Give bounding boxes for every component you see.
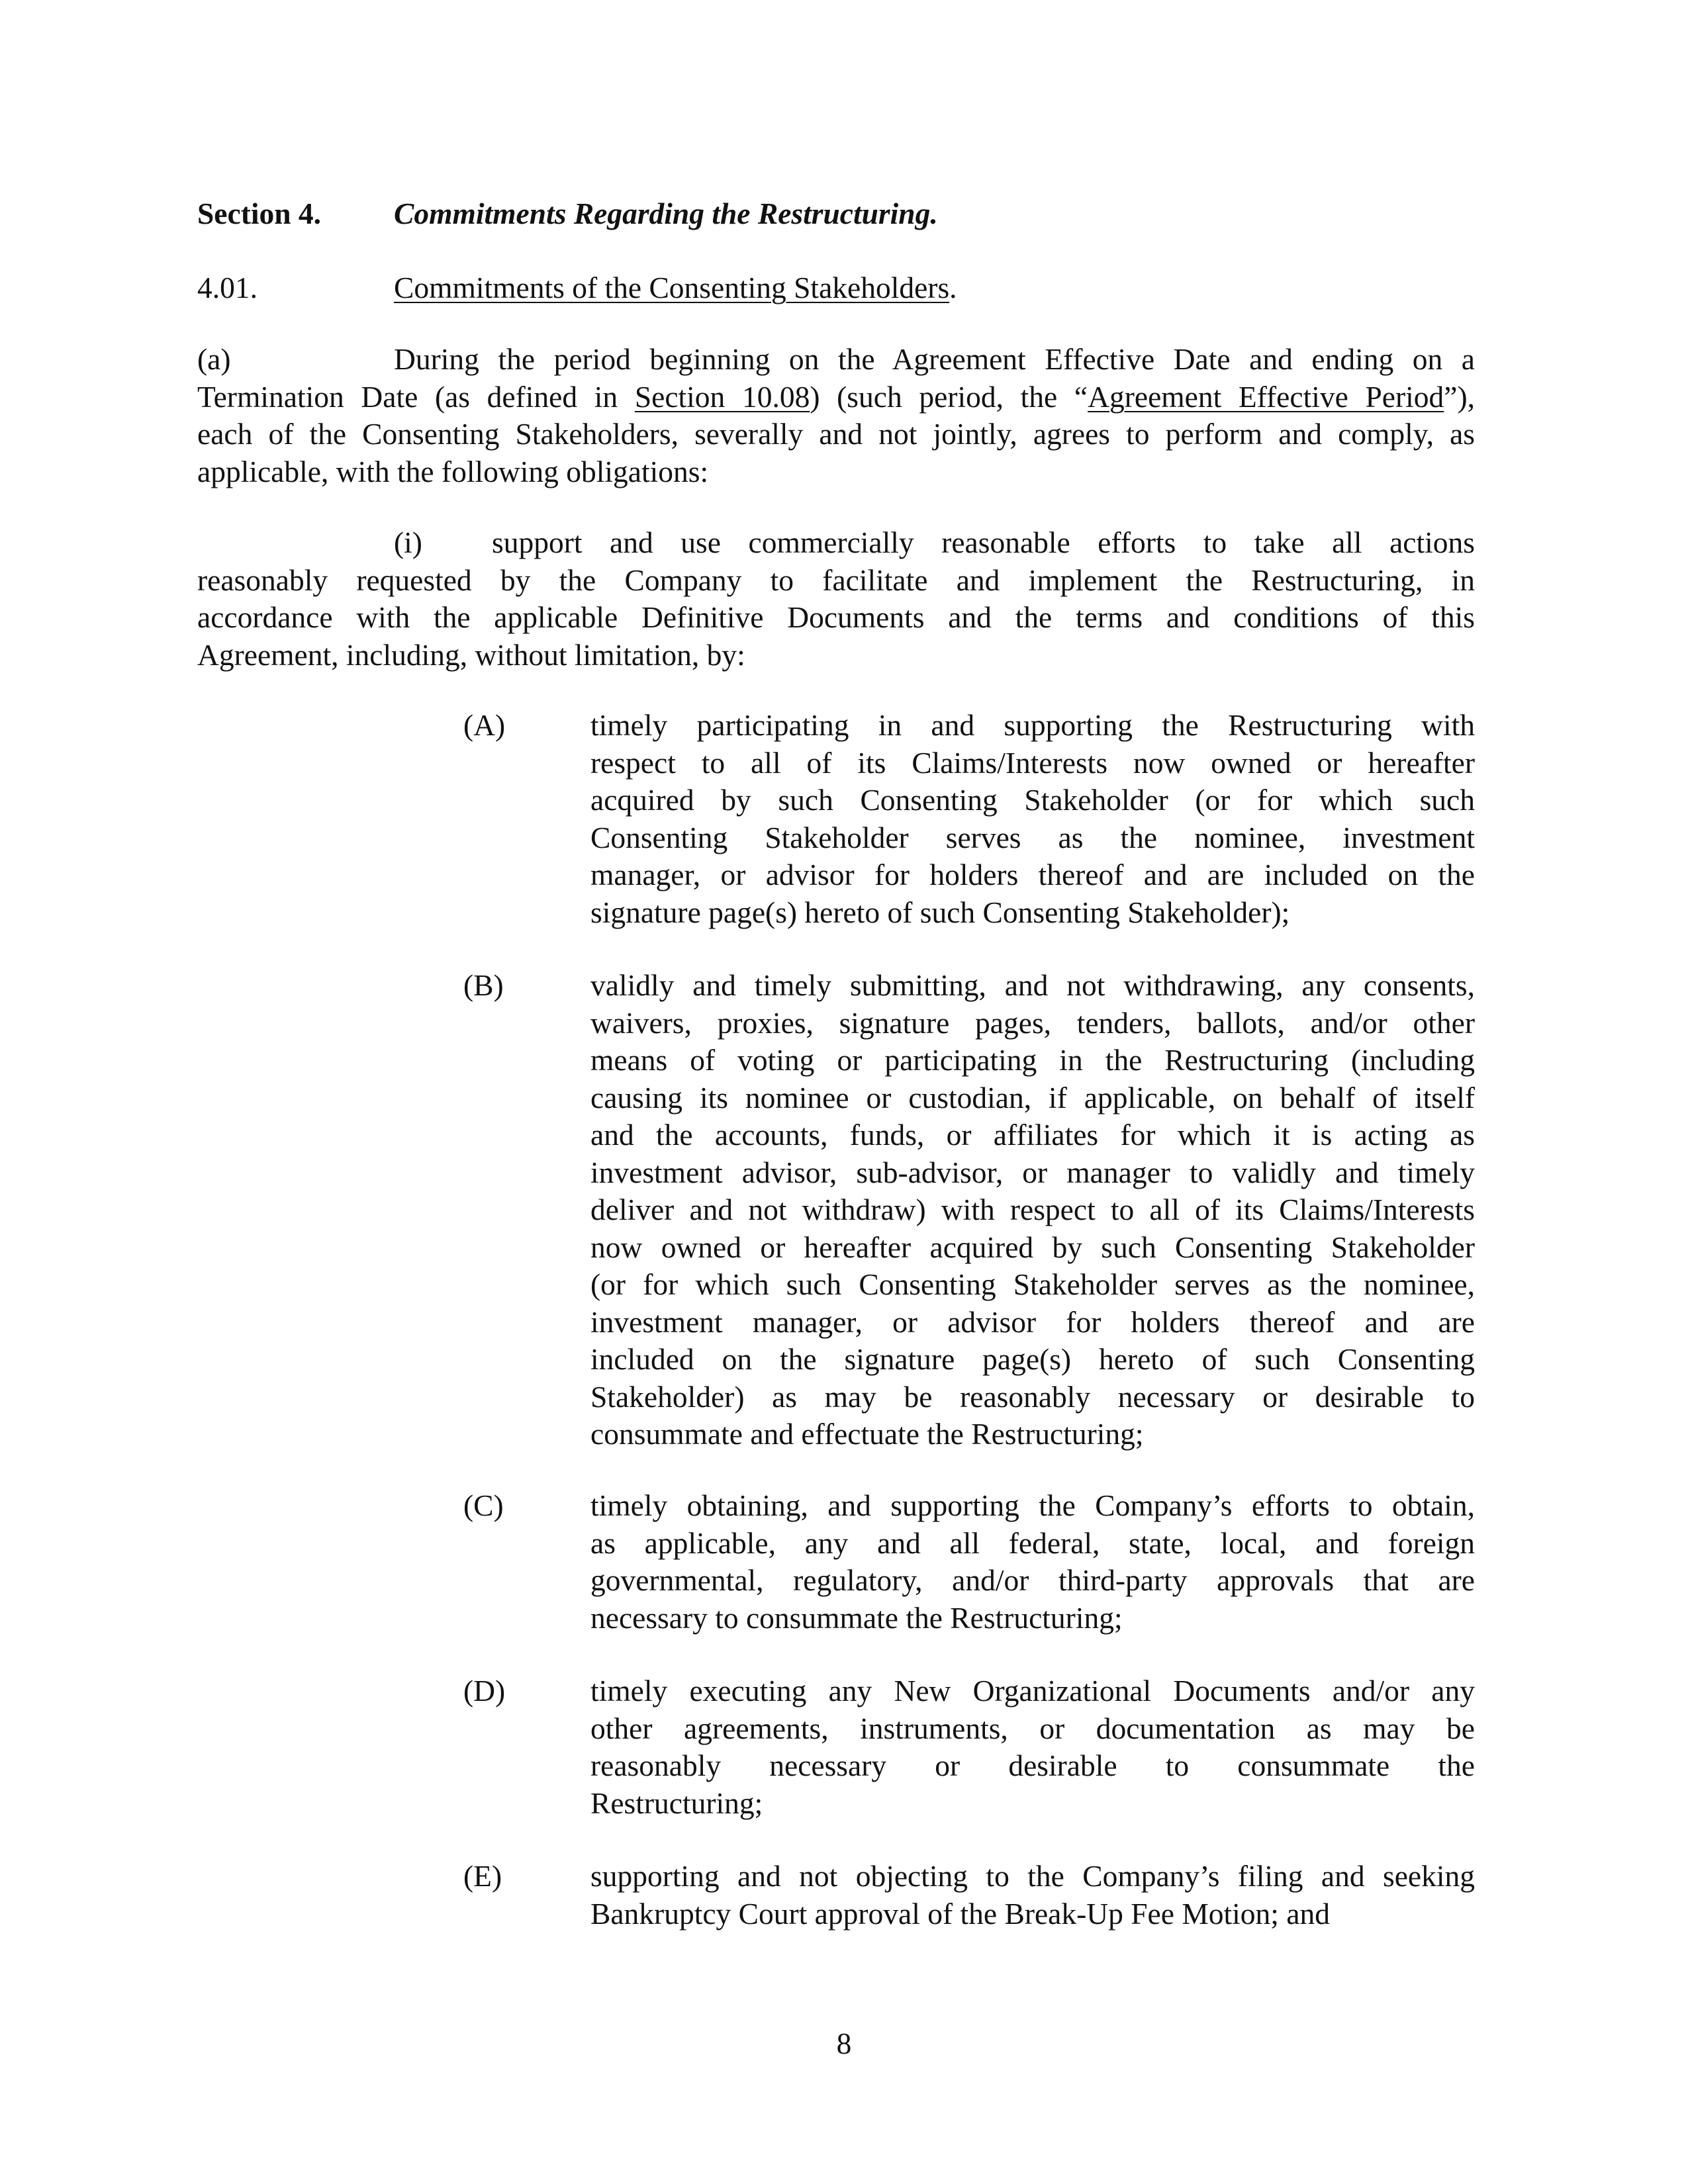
list-item-line: acquired by such Consenting Stakeholder (or for which such [590,783,1475,817]
list-item-line: timely participating in and supporting the Restructuring with [590,708,1475,742]
list-item-line: respect to all of its Claims/Interests now owned or hereafter [590,745,1475,780]
list-item-line: governmental, regulatory, and/or third-party approvals that are [590,1563,1475,1597]
list-item-marker: (D) [463,1674,506,1707]
subsection-title-suffix: . [949,271,957,304]
paragraph-a-line-2 [197,379,1475,416]
paragraph-i-line-1-text: support and use commercially reasonable efforts to take all actions [492,525,1475,559]
list-item-marker: (C) [463,1488,504,1522]
paragraph-a-line-3: each of the Consenting Stakeholders, severally and not jointly, agrees to perform and comply, as [197,417,1475,451]
page-number: 8 [836,2026,852,2060]
paragraph-a-line-2-pre: Termination Date (as defined in [197,379,635,414]
list-item-line: timely executing any New Organizational Documents and/or any [590,1674,1475,1707]
paragraph-a-line-1 [197,341,1475,379]
list-item-line: Stakeholder) as may be reasonably necessary or desirable to [590,1379,1475,1414]
list-item-line: (or for which such Consenting Stakeholder serves as the nominee, [590,1267,1475,1301]
list-item-marker: (B) [463,968,504,1002]
list-item-marker: (E) [463,1859,502,1893]
paragraph-a [197,341,1475,490]
list-item-line: deliver and not withdraw) with respect to all of its Claims/Interests [590,1193,1475,1226]
paragraph-i-line-4: Agreement, including, without limitation, by: [197,637,745,672]
paragraph-a-line-2-mid: ) (such period, the “ [810,379,1088,414]
list-item-line: consummate and effectuate the Restructuring; [590,1417,1144,1451]
subsection-number: 4.01. [197,271,258,304]
list-item-line: investment advisor, sub-advisor, or manager to validly and timely [590,1155,1475,1189]
paragraph-i-line-2: reasonably requested by the Company to facilitate and implement the Restructuring, in [197,563,1475,597]
list-item-line: investment manager, or advisor for holders thereof and are [590,1304,1475,1339]
list-item-body [590,967,1475,1453]
paragraph-a-label: (a) [197,342,231,376]
list-item-line: Restructuring; [590,1786,763,1820]
list-item-line: necessary to consummate the Restructuring; [590,1600,1123,1635]
agreement-effective-period-term: Agreement Effective Period [1088,379,1444,414]
list-item-line: manager, or advisor for holders thereof and are included on the [590,858,1475,891]
section-10-08-reference: Section 10.08 [634,379,810,414]
list-item-line: validly and timely submitting, and not withdrawing, any consents, [590,968,1475,1002]
list-item-body [590,707,1475,931]
list-item-line: and the accounts, funds, or affiliates for which it is acting as [590,1118,1475,1152]
list-item-line: now owned or hereafter acquired by such Consenting Stakeholder [590,1230,1475,1264]
paragraph-a-line-4: applicable, with the following obligations: [197,454,709,488]
section-title: Commitments Regarding the Restructuring. [394,197,938,230]
subsection-title-wrap [394,269,957,307]
list-item-body [590,1487,1475,1637]
paragraph-i [197,524,1475,674]
list-item-line: causing its nominee or custodian, if applicable, on behalf of itself [590,1080,1475,1115]
list-item-line: Consenting Stakeholder serves as the nominee, investment [590,820,1475,854]
list-item-line: signature page(s) hereto of such Consenting Stakeholder); [590,895,1290,929]
paragraph-i-line-3: accordance with the applicable Definitive Documents and the terms and conditions of this [197,600,1475,634]
subsection-title: Commitments of the Consenting Stakeholders [394,271,950,304]
paragraph-a-line-2-post: ”), [1444,379,1475,414]
list-item-body [590,1672,1475,1822]
paragraph-i-line-1 [197,524,1475,562]
paragraph-i-label: (i) [394,525,422,559]
list-item-line: reasonably necessary or desirable to consummate the [590,1749,1475,1782]
list-item-line: included on the signature page(s) hereto of such Consenting [590,1342,1475,1376]
list-item-marker: (A) [463,708,506,742]
list-item-line: Bankruptcy Court approval of the Break-Up Fee Motion; and [590,1896,1331,1931]
list-item-line: other agreements, instruments, or documentation as may be [590,1711,1475,1745]
list-item-line: means of voting or participating in the Restructuring (including [590,1043,1475,1077]
list-item-line: waivers, proxies, signature pages, tenders, ballots, and/or other [590,1005,1475,1040]
list-item-body [590,1858,1475,1933]
list-item-line: as applicable, any and all federal, state, local, and foreign [590,1525,1475,1560]
list-item-line: supporting and not objecting to the Company’s filing and seeking [590,1859,1475,1893]
section-number: Section 4. [197,197,322,230]
list-item-line: timely obtaining, and supporting the Company’s efforts to obtain, [590,1488,1475,1522]
paragraph-a-line-1-text: During the period beginning on the Agreement Effective Date and ending on a [394,342,1475,376]
